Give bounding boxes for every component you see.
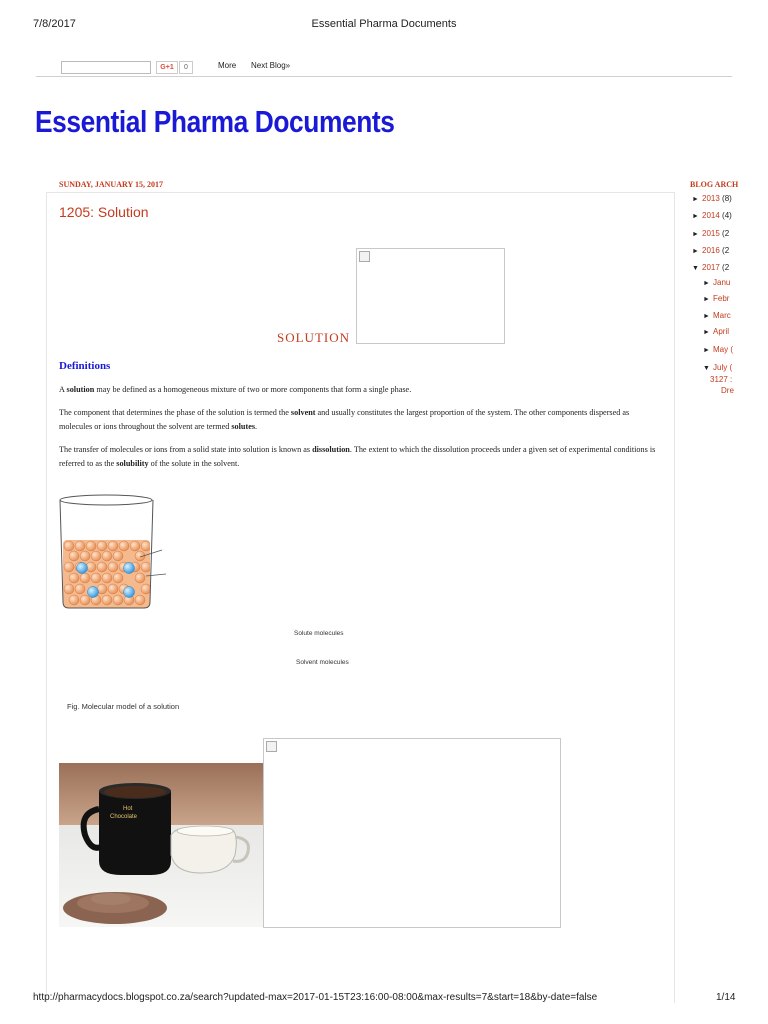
expand-triangle-icon[interactable]: ► [703, 296, 710, 303]
expand-triangle-icon[interactable]: ► [703, 329, 710, 336]
hot-chocolate-photo [59, 763, 263, 927]
paragraph-dissolution: The transfer of molecules or ions from a solid state into solution is known as dissolution. The extent to which the dissolution proceeds under a given set of experimental conditions is referred to as the solubility of the solute in the solvent. [59, 445, 656, 468]
broken-image-icon [266, 741, 277, 752]
archive-month-january[interactable]: ► Janu [703, 278, 731, 287]
more-link[interactable]: More [218, 61, 237, 70]
broken-image-bottom [263, 738, 561, 928]
solution-heading: SOLUTION [277, 330, 350, 345]
expand-triangle-icon[interactable]: ► [692, 213, 699, 220]
archive-month-february[interactable]: ► Febr [703, 294, 730, 303]
archive-year-2017[interactable]: ▼ 2017 (2 [692, 263, 730, 272]
print-date: 7/8/2017 [33, 18, 76, 30]
mug-label-hot: Hot [123, 806, 133, 812]
collapse-triangle-icon[interactable]: ▼ [703, 365, 710, 372]
figure-caption: Fig. Molecular model of a solution [67, 702, 180, 711]
navbar-divider [36, 76, 732, 77]
expand-triangle-icon[interactable]: ► [692, 248, 699, 255]
paragraph-solvent: The component that determines the phase of the solution is termed the solvent and usually constitutes the largest proportion of the system. The other components dispersed as molecules or ions throughout the solvent are termed solutes. [59, 408, 630, 431]
archive-year-2015[interactable]: ► 2015 (2 [692, 229, 730, 238]
expand-triangle-icon[interactable]: ► [703, 313, 710, 320]
broken-image-icon [359, 251, 370, 262]
archive-month-march[interactable]: ► Marc [703, 311, 731, 320]
print-url: http://pharmacydocs.blogspot.co.za/search?updated-max=2017-01-15T23:16:00-08:00&max-results=7&start=18&by-date=false [33, 992, 598, 1003]
navbar-search-input[interactable] [61, 61, 151, 74]
definitions-heading: Definitions [59, 360, 111, 372]
archive-year-2014[interactable]: ► 2014 (4) [692, 211, 732, 220]
gplus-count: 0 [179, 61, 193, 74]
archive-post-link[interactable]: 3127 : [710, 375, 733, 384]
archive-month-april[interactable]: ► April [703, 327, 730, 336]
paragraph-solution: A solution may be defined as a homogeneous mixture of two or more components that form a single phase. [59, 385, 412, 394]
archive-post-link-cont[interactable]: Dre [721, 386, 734, 395]
solute-label: Solute molecules [294, 630, 344, 637]
next-blog-link[interactable]: Next Blog» [251, 61, 291, 70]
broken-image-top [356, 248, 505, 344]
archive-month-may[interactable]: ► May ( [703, 345, 733, 354]
post-title[interactable]: 1205: Solution [59, 204, 149, 220]
beaker-illustration [56, 492, 171, 612]
archive-year-2013[interactable]: ► 2013 (8) [692, 194, 732, 203]
archive-year-2016[interactable]: ► 2016 (2 [692, 246, 730, 255]
archive-month-july[interactable]: ▼ July ( [703, 363, 733, 372]
expand-triangle-icon[interactable]: ► [703, 347, 710, 354]
expand-triangle-icon[interactable]: ► [692, 231, 699, 238]
blog-archive-heading: BLOG ARCH [690, 180, 739, 189]
expand-triangle-icon[interactable]: ► [703, 280, 710, 287]
post-date: SUNDAY, JANUARY 15, 2017 [59, 180, 163, 189]
gplus-button[interactable]: G+1 [156, 61, 178, 74]
collapse-triangle-icon[interactable]: ▼ [692, 265, 699, 272]
print-title: Essential Pharma Documents [311, 18, 457, 30]
solvent-label: Solvent molecules [296, 659, 349, 666]
mug-label-chocolate: Chocolate [110, 814, 138, 820]
print-page-number: 1/14 [716, 992, 736, 1003]
blog-title[interactable]: Essential Pharma Documents [35, 104, 395, 139]
expand-triangle-icon[interactable]: ► [692, 196, 699, 203]
